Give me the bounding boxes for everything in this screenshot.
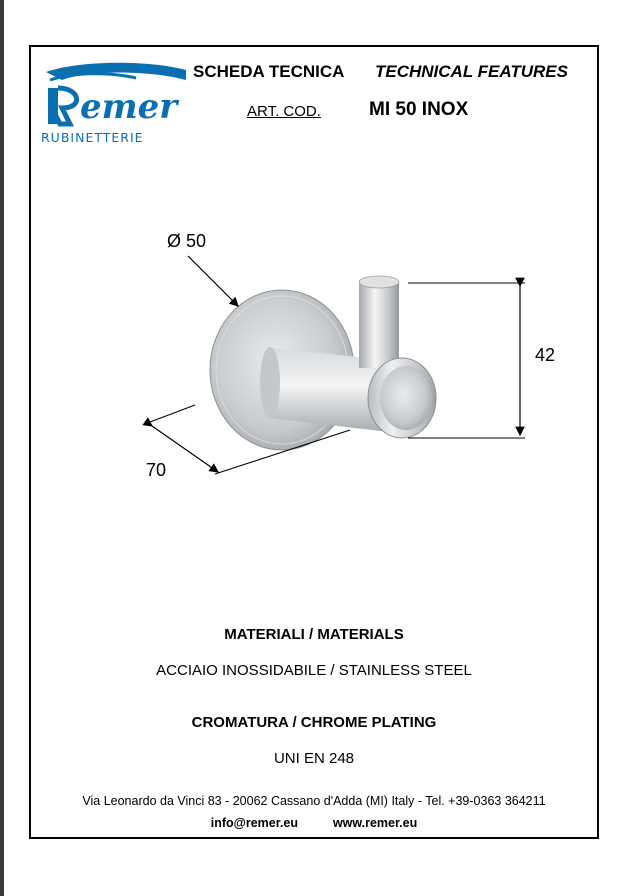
diameter-label: Ø 50 (167, 231, 207, 251)
footer-website[interactable]: www.remer.eu (332, 816, 418, 830)
title-italian: SCHEDA TECNICA (193, 62, 345, 81)
footer-email[interactable]: info@remer.eu (210, 816, 298, 830)
materials-value: ACCIAIO INOSSIDABILE / STAINLESS STEEL (156, 662, 472, 679)
art-code-label: ART. COD. (247, 103, 321, 120)
plating-value: UNI EN 248 (273, 750, 355, 767)
height-label: 42 (535, 345, 556, 365)
logo-text: emer (80, 87, 178, 127)
depth-label: 70 (146, 460, 167, 480)
footer-address: Via Leonardo da Vinci 83 - 20062 Cassano d'Adda (MI) Italy - Tel. +39-0363 364211 (82, 794, 546, 808)
materials-heading: MATERIALI / MATERIALS (224, 626, 404, 643)
viewer-left-edge (0, 0, 4, 896)
brand-tagline: RUBINETTERIE (41, 130, 144, 145)
remer-logo (40, 58, 190, 138)
product-drawing (130, 220, 570, 490)
plating-heading: CROMATURA / CHROME PLATING (191, 714, 437, 731)
footer-contacts (31, 816, 597, 830)
hook-pin (359, 282, 399, 368)
title-english: TECHNICAL FEATURES (375, 62, 568, 81)
art-code-value: MI 50 INOX (369, 99, 469, 120)
diameter-leader (188, 256, 238, 306)
